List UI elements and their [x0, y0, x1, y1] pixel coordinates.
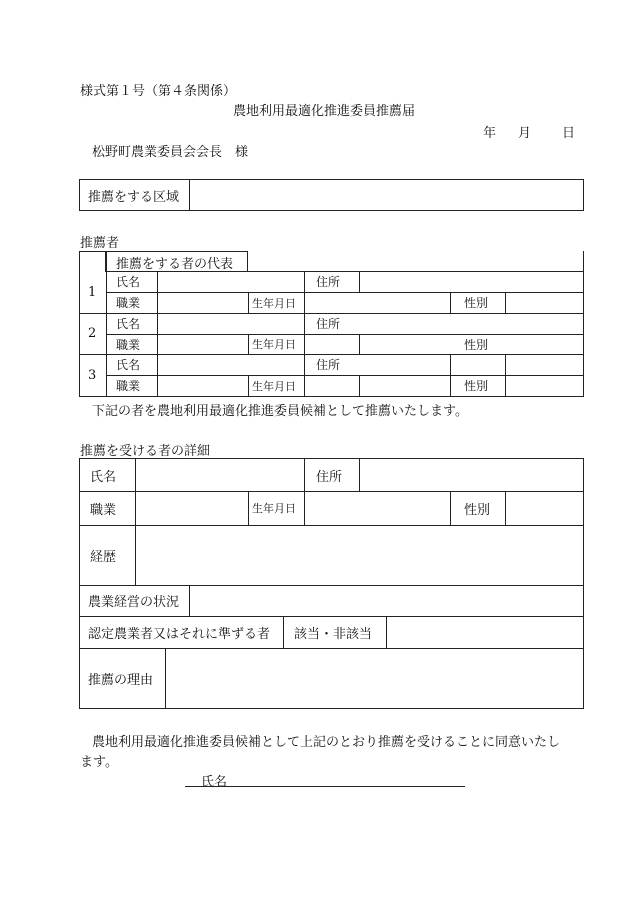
reason-field[interactable]	[170, 648, 580, 709]
consent-text-line1: 農地利用最適化推進委員候補として上記のとおり推薦を受けることに同意いたし	[92, 735, 561, 750]
candidate-address-field[interactable]	[364, 459, 579, 491]
candidate-name-field[interactable]	[140, 459, 300, 491]
candidate-birth-field[interactable]	[308, 491, 446, 525]
recommender-name-label-2: 氏名	[116, 317, 141, 331]
farm-status-label: 農業経営の状況	[88, 595, 180, 610]
representative-label: 推薦をする者の代表	[116, 256, 234, 272]
recommender-birth-label-3: 生年月日	[252, 379, 296, 393]
recommender-name-label-1: 氏名	[116, 275, 141, 289]
candidate-gender-label: 性別	[464, 502, 491, 518]
recommenders-table	[79, 251, 584, 397]
candidate-table	[79, 458, 584, 709]
signature-name-label: 氏名	[201, 775, 228, 790]
date-year-label: 年	[483, 126, 497, 141]
candidate-heading: 推薦を受ける者の詳細	[80, 444, 211, 459]
recommender-name-label-3: 氏名	[116, 358, 141, 372]
recommender-num-3: 3	[88, 367, 97, 383]
recommender-address-label-3: 住所	[316, 358, 341, 372]
recommender-num-2: 2	[88, 326, 97, 341]
candidate-address-label: 住所	[316, 469, 343, 485]
area-label: 推薦をする区域	[88, 189, 180, 205]
recommender-birth-label-1: 生年月日	[252, 296, 296, 310]
recommender-gender-label-2: 性別	[464, 337, 489, 352]
candidate-career-label: 経歴	[90, 549, 117, 565]
date-day-label: 日	[562, 126, 576, 141]
recommendation-statement: 下記の者を農地利用最適化推進委員候補として推薦いたします。	[92, 404, 468, 419]
recommender-gender-label-1: 性別	[464, 296, 489, 310]
form-number: 様式第１号（第４条関係）	[80, 84, 237, 99]
area-table	[79, 179, 584, 211]
farm-status-field[interactable]	[194, 585, 579, 616]
recommender-address-label-2: 住所	[316, 317, 341, 331]
recommenders-heading: 推薦者	[80, 236, 120, 251]
candidate-job-label: 職業	[90, 502, 117, 518]
area-field[interactable]	[196, 180, 576, 210]
candidate-job-field[interactable]	[140, 491, 245, 525]
recommender-job-label-2: 職業	[116, 337, 141, 352]
recommender-gender-label-3: 性別	[464, 379, 489, 393]
reason-label: 推薦の理由	[88, 673, 154, 688]
candidate-name-label: 氏名	[90, 469, 117, 485]
candidate-gender-field[interactable]	[510, 491, 580, 525]
addressee: 松野町農業委員会会長 様	[92, 145, 249, 160]
candidate-career-field[interactable]	[140, 525, 580, 585]
recommender-address-label-1: 住所	[316, 275, 341, 289]
signature-line[interactable]	[185, 786, 465, 787]
recommender-birth-label-2: 生年月日	[252, 338, 296, 351]
candidate-birth-label: 生年月日	[252, 502, 296, 515]
consent-text-line2: ます。	[80, 755, 118, 770]
certified-farmer-option[interactable]: 該当・非該当	[294, 626, 373, 642]
recommender-job-label-3: 職業	[116, 379, 141, 393]
certified-farmer-label: 認定農業者又はそれに準ずる者	[88, 626, 271, 642]
recommender-num-1: 1	[88, 284, 97, 300]
date-month-label: 月	[518, 126, 532, 141]
form-title: 農地利用最適化推進委員推薦届	[233, 104, 416, 119]
recommender-job-label-1: 職業	[116, 296, 141, 310]
